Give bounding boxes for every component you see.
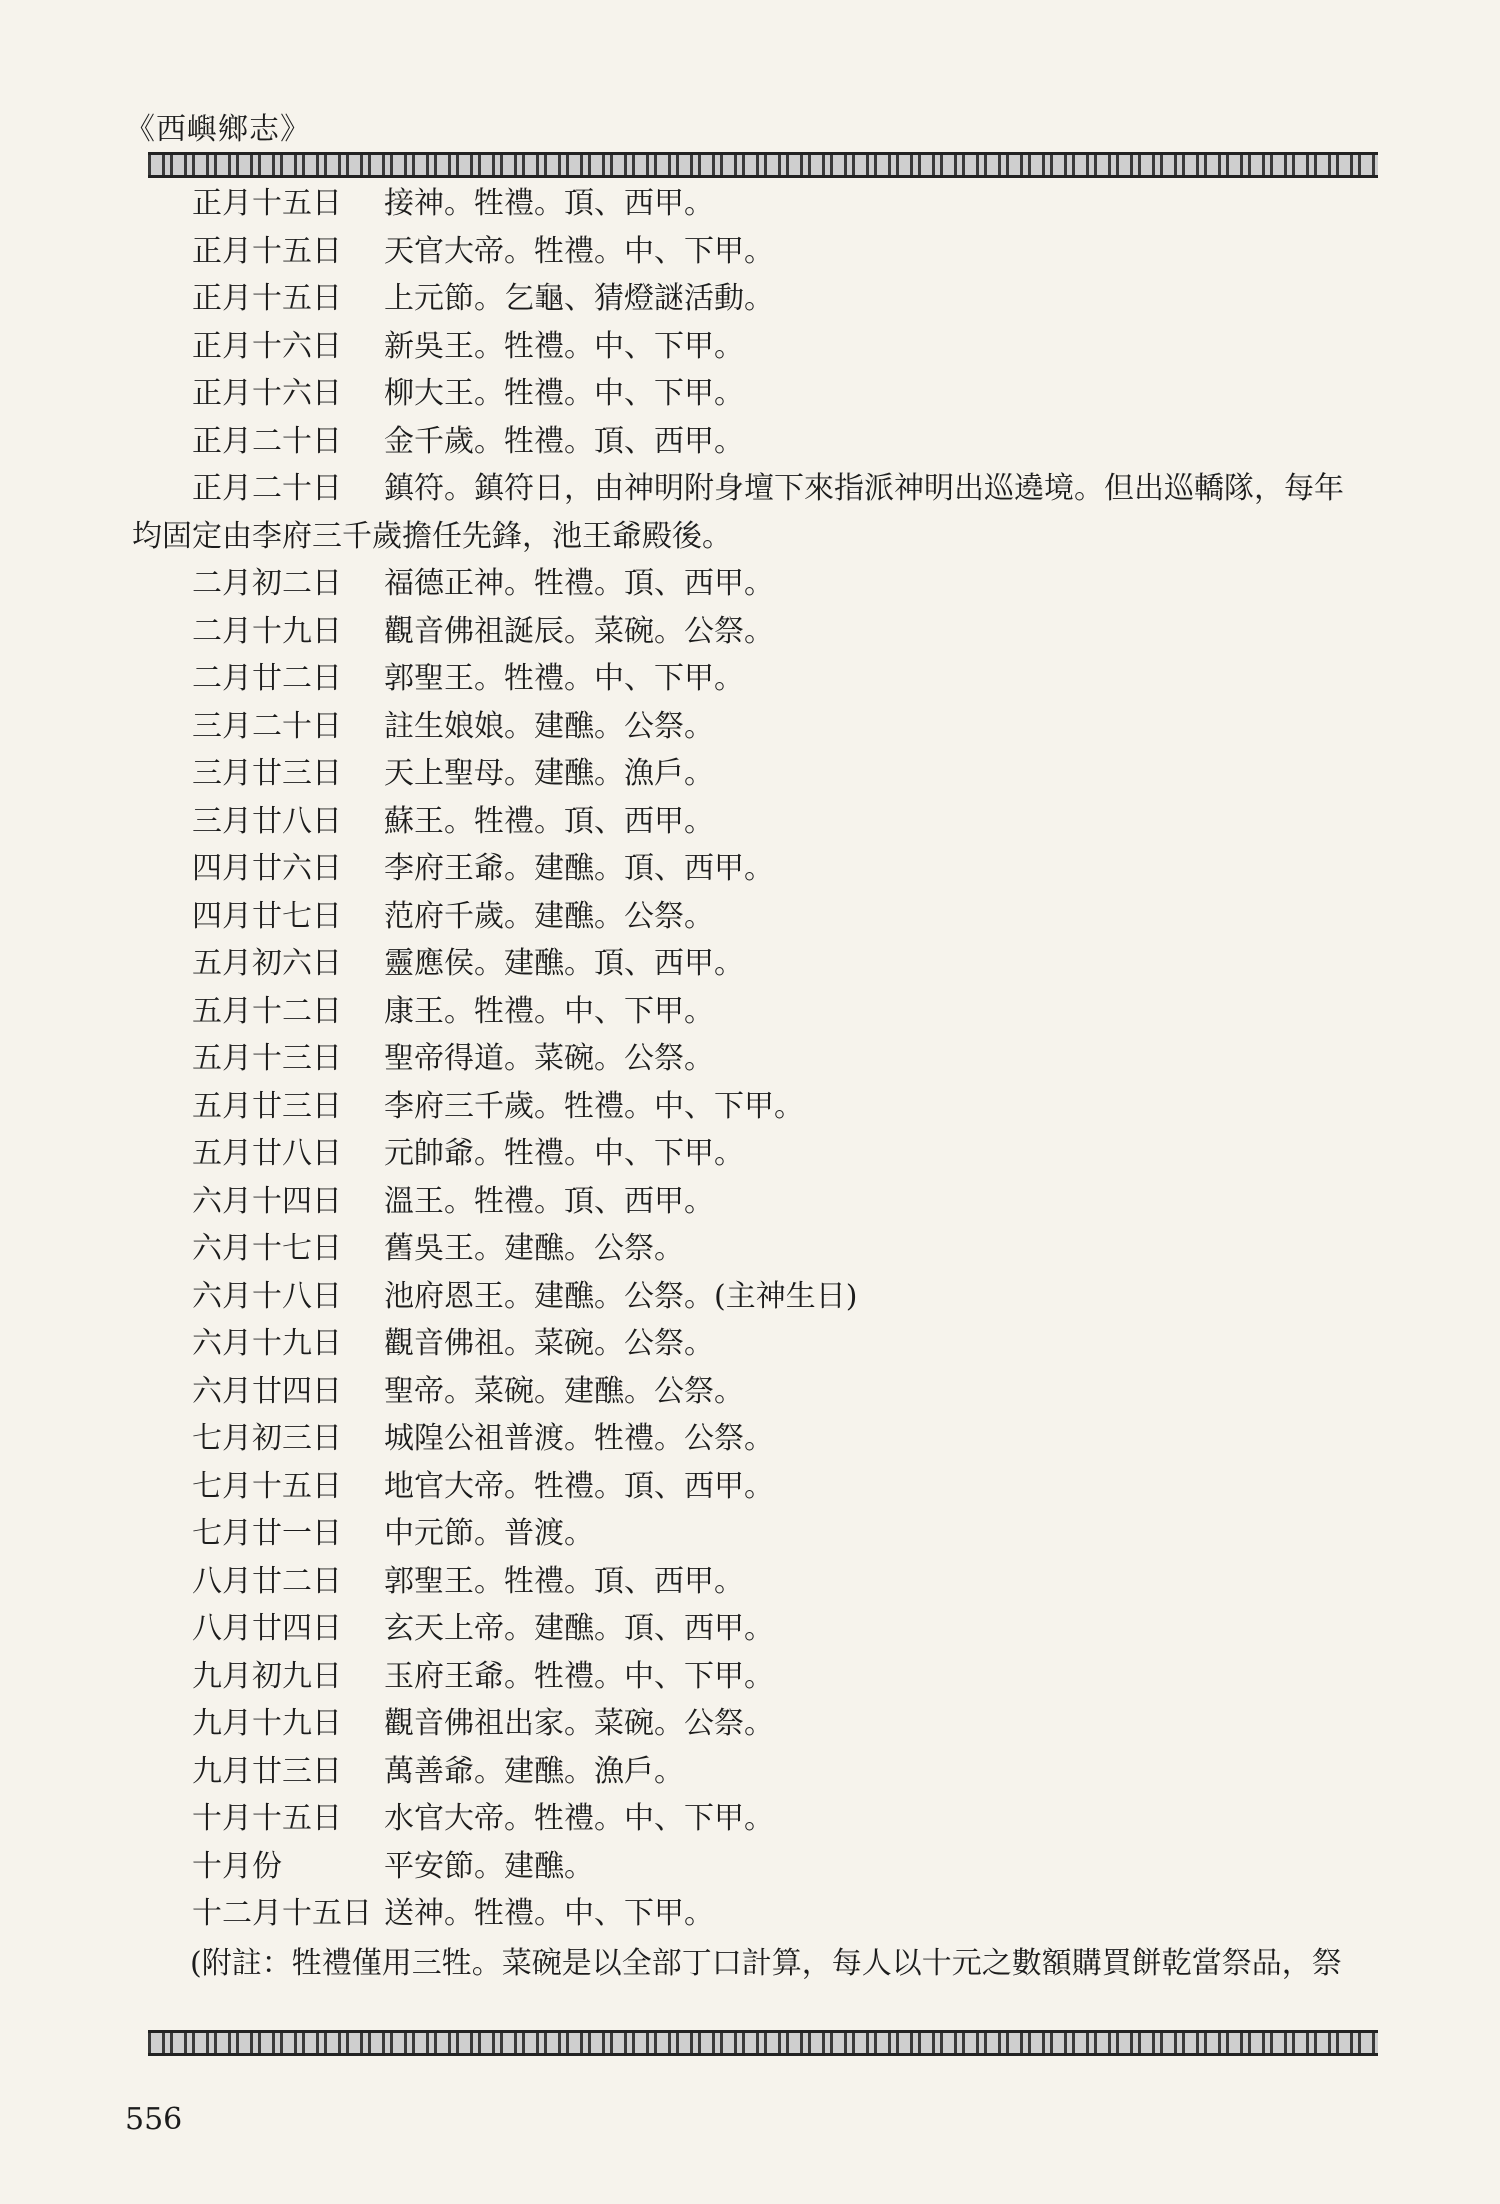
entry-date: 四月廿六日 [192, 851, 342, 886]
entry-desc: 觀音佛祖誕辰。菜碗。公祭。 [384, 613, 774, 649]
entry-date: 七月初三日 [192, 1421, 342, 1456]
entry-desc: 靈應侯。建醮。頂、西甲。 [384, 946, 744, 981]
entry-date: 九月廿三日 [192, 1753, 342, 1789]
entry-date: 五月十三日 [192, 1041, 342, 1076]
list-item [192, 1273, 1402, 1321]
entry-desc: 聖帝。菜碗。建醮。公祭。 [384, 1373, 744, 1409]
entry-date: 八月廿二日 [192, 1563, 342, 1599]
entry-desc: 福德正神。牲禮。頂、西甲。 [384, 566, 774, 601]
list-item [192, 1178, 1402, 1226]
entry-desc: 平安節。建醮。 [384, 1848, 594, 1884]
list-item [192, 703, 1402, 751]
entry-desc: 蘇王。牲禮。頂、西甲。 [384, 803, 714, 839]
entry-desc: 郭聖王。牲禮。頂、西甲。 [384, 1563, 744, 1599]
continuation-line: 均固定由李府三千歲擔任先鋒，池王爺殿後。 [132, 518, 732, 554]
list-item [192, 560, 1402, 608]
list-item [192, 1795, 1402, 1843]
footnote: (附註：牲禮僅用三牲。菜碗是以全部丁口計算，每人以十元之數額購買餅乾當祭品，祭 [190, 1946, 1342, 1981]
entry-desc: 天官大帝。牲禮。中、下甲。 [384, 233, 774, 269]
entry-desc: 元帥爺。牲禮。中、下甲。 [384, 1136, 744, 1171]
list-item [192, 1700, 1402, 1748]
list-item [192, 1225, 1402, 1273]
festival-list [132, 180, 1402, 1938]
list-item [192, 1415, 1402, 1463]
entry-date: 正月二十日 [192, 423, 342, 459]
entry-date: 十月十五日 [192, 1801, 342, 1836]
entry-date: 九月十九日 [192, 1706, 342, 1741]
entry-date: 六月十八日 [192, 1278, 342, 1314]
entry-date: 七月廿一日 [192, 1516, 342, 1551]
entry-date: 正月十五日 [192, 233, 342, 269]
list-item [192, 1653, 1402, 1701]
entry-date: 七月十五日 [192, 1468, 342, 1504]
entry-desc: 康王。牲禮。中、下甲。 [384, 993, 714, 1029]
entry-date: 正月十六日 [192, 376, 342, 411]
entry-desc: 送神。牲禮。中、下甲。 [384, 1896, 714, 1931]
entry-date: 正月二十日 [192, 471, 342, 506]
entry-date: 五月初六日 [192, 946, 342, 981]
list-item [192, 1890, 1402, 1938]
list-item [192, 1130, 1402, 1178]
entry-desc: 上元節。乞龜、猜燈謎活動。 [384, 281, 774, 316]
entry-date: 正月十五日 [192, 281, 342, 316]
entry-date: 五月廿八日 [192, 1136, 342, 1171]
entry-date: 三月二十日 [192, 708, 342, 744]
list-item [192, 465, 1402, 513]
list-item [192, 323, 1402, 371]
entry-date: 六月十七日 [192, 1231, 342, 1266]
entry-desc: 李府王爺。建醮。頂、西甲。 [384, 851, 774, 886]
entry-desc: 天上聖母。建醮。漁戶。 [384, 756, 714, 791]
list-item [192, 1368, 1402, 1416]
list-item [192, 275, 1402, 323]
entry-desc: 觀音佛祖出家。菜碗。公祭。 [384, 1706, 774, 1741]
entry-desc: 舊吳王。建醮。公祭。 [384, 1231, 684, 1266]
entry-desc: 范府千歲。建醮。公祭。 [384, 898, 714, 934]
entry-date: 五月十二日 [192, 993, 342, 1029]
entry-desc: 萬善爺。建醮。漁戶。 [384, 1753, 684, 1789]
entry-desc: 新吳王。牲禮。中、下甲。 [384, 328, 744, 364]
bottom-ornament-band [148, 2030, 1378, 2056]
entry-date: 六月廿四日 [192, 1373, 342, 1409]
list-item [192, 655, 1402, 703]
entry-desc: 水官大帝。牲禮。中、下甲。 [384, 1801, 774, 1836]
list-item [192, 180, 1402, 228]
list-item [192, 1510, 1402, 1558]
entry-date: 二月初二日 [192, 566, 342, 601]
entry-desc: 中元節。普渡。 [384, 1516, 594, 1551]
list-item [192, 608, 1402, 656]
list-item [192, 988, 1402, 1036]
entry-desc: 玉府王爺。牲禮。中、下甲。 [384, 1658, 774, 1694]
entry-desc: 金千歲。牲禮。頂、西甲。 [384, 423, 744, 459]
entry-desc: 池府恩王。建醮。公祭。(主神生日) [384, 1278, 858, 1314]
entry-date: 五月廿三日 [192, 1088, 342, 1124]
list-item [192, 1083, 1402, 1131]
entry-desc: 地官大帝。牲禮。頂、西甲。 [384, 1468, 774, 1504]
entry-date: 九月初九日 [192, 1658, 342, 1694]
entry-date: 二月廿二日 [192, 661, 342, 696]
entry-date: 十月份 [192, 1848, 282, 1884]
entry-desc: 城隍公祖普渡。牲禮。公祭。 [384, 1421, 774, 1456]
entry-desc: 溫王。牲禮。頂、西甲。 [384, 1183, 714, 1219]
list-item [192, 228, 1402, 276]
entry-date: 三月廿八日 [192, 803, 342, 839]
list-item [192, 1035, 1402, 1083]
list-item [192, 750, 1402, 798]
list-item [192, 1843, 1402, 1891]
entry-date: 八月廿四日 [192, 1611, 342, 1646]
list-item [192, 370, 1402, 418]
entry-desc: 玄天上帝。建醮。頂、西甲。 [384, 1611, 774, 1646]
book-title: 《西嶼鄉志》 [125, 112, 311, 147]
entry-desc: 接神。牲禮。頂、西甲。 [384, 186, 714, 221]
list-item [192, 1748, 1402, 1796]
entry-date: 三月廿三日 [192, 756, 342, 791]
entry-date: 六月十九日 [192, 1326, 342, 1361]
list-item [192, 845, 1402, 893]
top-ornament-band [148, 152, 1378, 178]
page-number: 556 [125, 2102, 183, 2137]
list-item [192, 798, 1402, 846]
list-item [192, 1463, 1402, 1511]
list-item [192, 893, 1402, 941]
entry-desc: 李府三千歲。牲禮。中、下甲。 [384, 1088, 804, 1124]
list-item [192, 940, 1402, 988]
entry-desc: 郭聖王。牲禮。中、下甲。 [384, 661, 744, 696]
entry-date: 四月廿七日 [192, 898, 342, 934]
entry-date: 二月十九日 [192, 613, 342, 649]
entry-date: 六月十四日 [192, 1183, 342, 1219]
list-item [192, 1605, 1402, 1653]
entry-desc: 聖帝得道。菜碗。公祭。 [384, 1041, 714, 1076]
entry-desc: 註生娘娘。建醮。公祭。 [384, 708, 714, 744]
list-item [192, 418, 1402, 466]
list-item [192, 1558, 1402, 1606]
entry-date: 正月十五日 [192, 186, 342, 221]
entry-date: 十二月十五日 [192, 1896, 372, 1931]
entry-desc: 鎮符。鎮符日，由神明附身壇下來指派神明出巡遶境。但出巡轎隊，每年 [384, 471, 1344, 506]
list-item [192, 1320, 1402, 1368]
entry-date: 正月十六日 [192, 328, 342, 364]
entry-desc: 觀音佛祖。菜碗。公祭。 [384, 1326, 714, 1361]
entry-desc: 柳大王。牲禮。中、下甲。 [384, 376, 744, 411]
